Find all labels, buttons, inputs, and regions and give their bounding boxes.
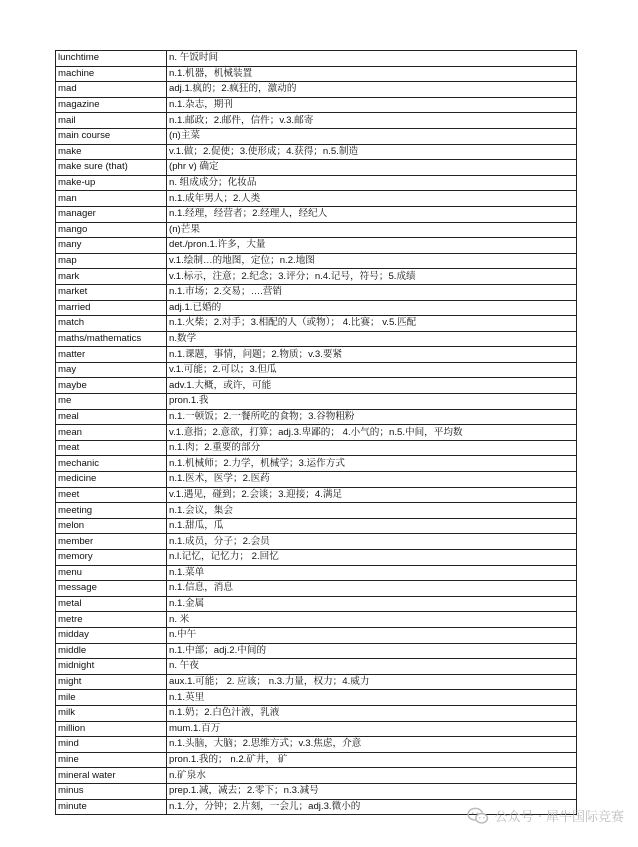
- table-row: [56, 503, 577, 519]
- table-row: [56, 581, 577, 597]
- word-cell: metal: [56, 596, 167, 612]
- definition-cell: (phr v) 确定: [167, 160, 577, 176]
- table-row: [56, 362, 577, 378]
- table-row: [56, 347, 577, 363]
- word-cell: magazine: [56, 97, 167, 113]
- definition-cell: v.1.可能；2.可以；3.但瓜: [167, 362, 577, 378]
- definition-cell: n.1.机器，机械装置: [167, 66, 577, 82]
- definition-cell: n. 组成成分；化妆品: [167, 175, 577, 191]
- word-cell: minus: [56, 783, 167, 799]
- definition-cell: n.l.记忆，记忆力； 2.回忆: [167, 550, 577, 566]
- definition-cell: n. 米: [167, 612, 577, 628]
- definition-cell: pron.1.我的； n.2.矿井， 矿: [167, 752, 577, 768]
- table-row: [56, 269, 577, 285]
- word-cell: meet: [56, 487, 167, 503]
- definition-cell: n.中午: [167, 627, 577, 643]
- definition-cell: n.1.一顿饭；2.一餐所吃的食物；3.谷物粗粉: [167, 409, 577, 425]
- definition-cell: n. 午饭时间: [167, 51, 577, 67]
- word-cell: many: [56, 238, 167, 254]
- word-cell: make-up: [56, 175, 167, 191]
- word-cell: might: [56, 674, 167, 690]
- word-cell: mile: [56, 690, 167, 706]
- word-cell: meeting: [56, 503, 167, 519]
- word-cell: menu: [56, 565, 167, 581]
- table-row: [56, 238, 577, 254]
- word-cell: mineral water: [56, 768, 167, 784]
- word-cell: lunchtime: [56, 51, 167, 67]
- table-row: [56, 394, 577, 410]
- word-cell: message: [56, 581, 167, 597]
- table-row: [56, 175, 577, 191]
- word-cell: mean: [56, 425, 167, 441]
- word-cell: member: [56, 534, 167, 550]
- table-row: [56, 783, 577, 799]
- definition-cell: v.1.遇见，碰到；2.会谈；3.迎接；4.满足: [167, 487, 577, 503]
- vocabulary-table: [55, 50, 577, 815]
- word-cell: midnight: [56, 659, 167, 675]
- definition-cell: v.1.绘制…的地图，定位；n.2.地图: [167, 253, 577, 269]
- table-row: [56, 128, 577, 144]
- word-cell: meal: [56, 409, 167, 425]
- word-cell: million: [56, 721, 167, 737]
- word-cell: middle: [56, 643, 167, 659]
- table-row: [56, 534, 577, 550]
- table-row: [56, 66, 577, 82]
- definition-cell: n.1.市场；2.交易；….营销: [167, 284, 577, 300]
- word-cell: machine: [56, 66, 167, 82]
- definition-cell: n.1.分，分钟；2.片刻，一会儿；adj.3.微小的: [167, 799, 577, 815]
- word-cell: medicine: [56, 472, 167, 488]
- word-cell: mail: [56, 113, 167, 129]
- table-row: [56, 409, 577, 425]
- table-row: [56, 97, 577, 113]
- definition-cell: v.1.做；2.促使；3.使形成；4.获得；n.5.制造: [167, 144, 577, 160]
- table-row: [56, 565, 577, 581]
- table-row: [56, 300, 577, 316]
- table-row: [56, 659, 577, 675]
- definition-cell: n.1.机械师；2.力学，机械学；3.运作方式: [167, 456, 577, 472]
- table-row: [56, 690, 577, 706]
- word-cell: married: [56, 300, 167, 316]
- table-row: [56, 253, 577, 269]
- word-cell: melon: [56, 518, 167, 534]
- word-cell: minute: [56, 799, 167, 815]
- word-cell: midday: [56, 627, 167, 643]
- table-row: [56, 51, 577, 67]
- definition-cell: n.1.课题，事情，问题；2.物质；v.3.要紧: [167, 347, 577, 363]
- table-row: [56, 550, 577, 566]
- table-row: [56, 206, 577, 222]
- definition-cell: n.1.信息，消息: [167, 581, 577, 597]
- word-cell: match: [56, 316, 167, 332]
- definition-cell: det./pron.1.许多，大量: [167, 238, 577, 254]
- word-cell: main course: [56, 128, 167, 144]
- definition-cell: n.1.金属: [167, 596, 577, 612]
- word-cell: mango: [56, 222, 167, 238]
- word-cell: make: [56, 144, 167, 160]
- table-row: [56, 284, 577, 300]
- table-row: [56, 674, 577, 690]
- word-cell: maybe: [56, 378, 167, 394]
- definition-cell: n.矿泉水: [167, 768, 577, 784]
- definition-cell: n.1.医术，医学；2.医药: [167, 472, 577, 488]
- table-row: [56, 191, 577, 207]
- word-cell: mind: [56, 737, 167, 753]
- definition-cell: n.数学: [167, 331, 577, 347]
- definition-cell: pron.1.我: [167, 394, 577, 410]
- definition-cell: v.1.标示，注意；2.纪念；3.评分；n.4.记号，符号；5.成绩: [167, 269, 577, 285]
- definition-cell: n.1.甜瓜，瓜: [167, 518, 577, 534]
- word-cell: mark: [56, 269, 167, 285]
- table-row: [56, 440, 577, 456]
- definition-cell: adv.1.大概，或许，可能: [167, 378, 577, 394]
- definition-cell: n.1.肉；2.重要的部分: [167, 440, 577, 456]
- definition-cell: n.1.奶；2.白色汁液，乳液: [167, 705, 577, 721]
- table-row: [56, 487, 577, 503]
- word-cell: memory: [56, 550, 167, 566]
- table-row: [56, 378, 577, 394]
- word-cell: mine: [56, 752, 167, 768]
- definition-cell: n.1.邮政；2.邮件，信件；v.3.邮寄: [167, 113, 577, 129]
- table-row: [56, 144, 577, 160]
- wechat-icon: [467, 807, 489, 825]
- definition-cell: n.1.英里: [167, 690, 577, 706]
- table-row: [56, 627, 577, 643]
- definition-cell: n.1.中部；adj.2.中间的: [167, 643, 577, 659]
- definition-cell: prep.1.减，减去；2.零下；n.3.减号: [167, 783, 577, 799]
- definition-cell: n.1.头脑，大脑；2.思维方式；v.3.焦虑，介意: [167, 737, 577, 753]
- definition-cell: n.1.会议，集会: [167, 503, 577, 519]
- word-cell: may: [56, 362, 167, 378]
- table-row: [56, 518, 577, 534]
- word-cell: metre: [56, 612, 167, 628]
- table-row: [56, 768, 577, 784]
- word-cell: man: [56, 191, 167, 207]
- table-row: [56, 737, 577, 753]
- definition-cell: n.1.杂志，期刊: [167, 97, 577, 113]
- definition-cell: mum.1.百万: [167, 721, 577, 737]
- table-row: [56, 612, 577, 628]
- table-row: [56, 425, 577, 441]
- table-row: [56, 472, 577, 488]
- definition-cell: n.1.成年男人；2.人类: [167, 191, 577, 207]
- table-row: [56, 721, 577, 737]
- definition-cell: v.1.意指；2.意欲，打算；adj.3.卑鄙的； 4.小气的；n.5.中间，平均数: [167, 425, 577, 441]
- watermark-text: 公众号 · 犀牛国际竞赛: [494, 810, 624, 825]
- definition-cell: n.1.经理，经营者；2.经理人，经纪人: [167, 206, 577, 222]
- definition-cell: adj.1.已婚的: [167, 300, 577, 316]
- definition-cell: aux.1.可能； 2. 应该； n.3.力量，权力；4.威力: [167, 674, 577, 690]
- definition-cell: n. 午夜: [167, 659, 577, 675]
- word-cell: matter: [56, 347, 167, 363]
- word-cell: mechanic: [56, 456, 167, 472]
- definition-cell: adj.1.疯的；2.疯狂的，激动的: [167, 82, 577, 98]
- word-cell: make sure (that): [56, 160, 167, 176]
- word-cell: market: [56, 284, 167, 300]
- table-row: [56, 456, 577, 472]
- table-row: [56, 752, 577, 768]
- word-cell: manager: [56, 206, 167, 222]
- table-row: [56, 316, 577, 332]
- table-row: [56, 113, 577, 129]
- definition-cell: n.1.菜单: [167, 565, 577, 581]
- table-row: [56, 331, 577, 347]
- table-row: [56, 705, 577, 721]
- definition-cell: (n)芒果: [167, 222, 577, 238]
- watermark: [467, 806, 624, 825]
- table-row: [56, 643, 577, 659]
- word-cell: meat: [56, 440, 167, 456]
- word-cell: mad: [56, 82, 167, 98]
- word-cell: me: [56, 394, 167, 410]
- definition-cell: n.1.成员，分子；2.会员: [167, 534, 577, 550]
- table-row: [56, 160, 577, 176]
- definition-cell: (n)主菜: [167, 128, 577, 144]
- table-row: [56, 82, 577, 98]
- vocabulary-table-body: [56, 51, 577, 815]
- word-cell: map: [56, 253, 167, 269]
- table-row: [56, 222, 577, 238]
- word-cell: maths/mathematics: [56, 331, 167, 347]
- table-row: [56, 596, 577, 612]
- word-cell: milk: [56, 705, 167, 721]
- definition-cell: n.1.火柴；2.对手；3.相配的人（或物）； 4.比赛； v.5.匹配: [167, 316, 577, 332]
